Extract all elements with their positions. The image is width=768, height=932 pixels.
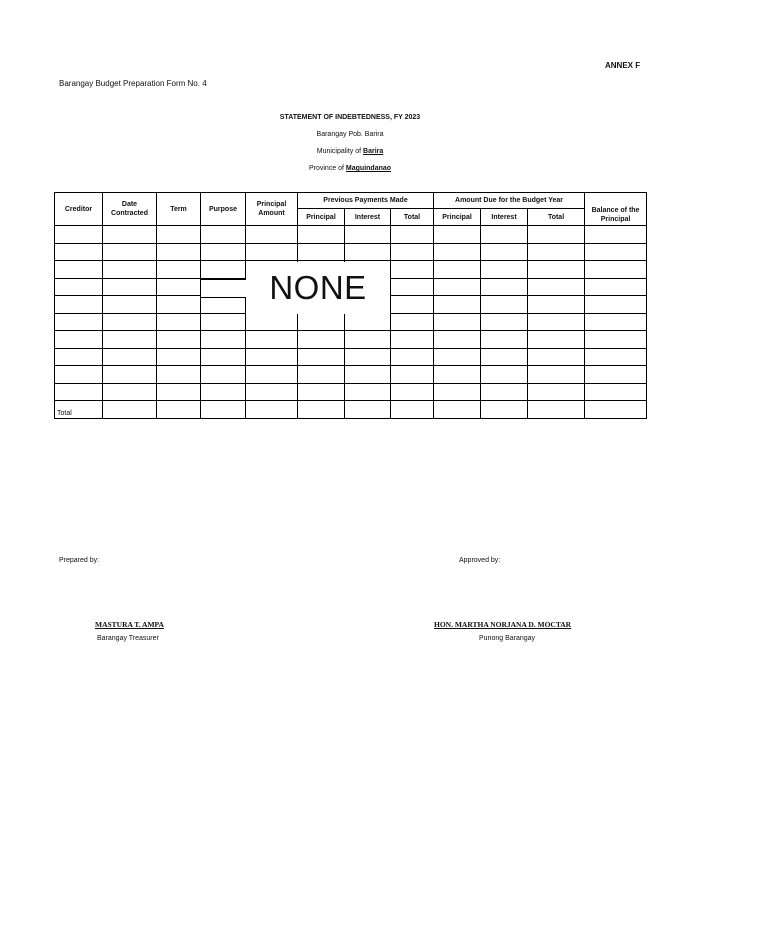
table-cell [201,383,246,401]
document-title: STATEMENT OF INDEBTEDNESS, FY 2023 [279,114,421,121]
table-cell [391,261,434,279]
header-prev-interest: Interest [345,209,391,226]
table-cell [391,366,434,384]
table-cell [298,366,345,384]
table-cell [103,296,157,314]
table-cell [481,278,528,296]
table-cell [201,261,246,279]
table-cell [55,243,103,261]
total-cell [157,401,201,419]
table-cell [481,261,528,279]
table-cell [157,313,201,331]
total-cell [528,401,585,419]
table-cell [345,366,391,384]
total-cell [391,401,434,419]
table-cell [528,226,585,244]
table-cell [103,243,157,261]
table-cell [391,278,434,296]
table-cell [157,296,201,314]
total-row [55,401,647,419]
table-cell [481,226,528,244]
table-cell [55,313,103,331]
table-cell [481,331,528,349]
total-cell [481,401,528,419]
none-stamp: NONE [246,262,390,314]
table-cell [298,348,345,366]
total-cell [298,401,345,419]
prepared-by-label: Prepared by: [59,557,100,564]
municipality-line [54,148,646,155]
table-cell [201,348,246,366]
table-cell [157,331,201,349]
table-cell [391,348,434,366]
total-cell [201,401,246,419]
table-cell [103,313,157,331]
table-cell [298,226,345,244]
table-cell [157,261,201,279]
table-cell [201,313,246,331]
table-cell [298,383,345,401]
table-cell [103,278,157,296]
table-row [55,243,647,261]
table-cell [345,348,391,366]
header-previous-payments: Previous Payments Made [298,193,434,209]
table-cell [157,348,201,366]
table-cell [528,366,585,384]
table-row [55,366,647,384]
municipality-prefix: Municipality of [316,148,364,155]
total-cell [246,401,298,419]
approved-by-label: Approved by: [459,557,501,564]
barangay-line: Barangay Pob. Barira [316,131,384,138]
table-cell [201,226,246,244]
table-cell [246,383,298,401]
table-cell [585,383,647,401]
header-prev-total: Total [391,209,434,226]
table-cell [103,348,157,366]
table-cell [55,366,103,384]
table-cell [298,313,345,331]
table-cell [481,313,528,331]
header-balance: Balance of the Principal [585,193,647,226]
table-cell [55,278,103,296]
table-cell [528,243,585,261]
table-cell [157,366,201,384]
treasurer-role: Barangay Treasurer [97,635,159,642]
table-cell [201,243,246,261]
table-cell [55,226,103,244]
table-cell [201,296,246,314]
table-cell [246,226,298,244]
table-cell [481,296,528,314]
table-cell [55,296,103,314]
header-purpose: Purpose [201,193,246,226]
table-cell [391,331,434,349]
table-cell [345,331,391,349]
total-cell [434,401,481,419]
table-row [55,383,647,401]
table-cell [434,243,481,261]
table-cell [246,348,298,366]
header-creditor: Creditor [55,193,103,226]
table-cell [201,366,246,384]
table-cell [345,313,391,331]
table-cell [434,296,481,314]
table-cell [157,226,201,244]
table-cell [103,261,157,279]
table-cell [103,226,157,244]
table-cell [391,226,434,244]
table-cell [157,243,201,261]
header-due-interest: Interest [481,209,528,226]
table-cell [528,348,585,366]
table-cell [585,296,647,314]
table-row [55,226,647,244]
table-cell [585,348,647,366]
total-label: Total [55,401,103,419]
table-cell [528,313,585,331]
table-cell [55,331,103,349]
table-row [55,348,647,366]
captain-role: Punong Barangay [479,635,536,642]
table-row [55,331,647,349]
header-due-total: Total [528,209,585,226]
table-cell [246,313,298,331]
header-amount-due: Amount Due for the Budget Year [434,193,585,209]
table-cell [201,331,246,349]
province-line [54,165,646,172]
total-cell [585,401,647,419]
header-term: Term [157,193,201,226]
captain-name: HON. MARTHA NORJANA D. MOCTAR [434,620,572,629]
table-cell [434,226,481,244]
form-number: Barangay Budget Preparation Form No. 4 [59,79,207,88]
table-cell [481,383,528,401]
municipality-name: Barira [363,148,384,155]
table-cell [345,226,391,244]
annex-label: ANNEX F [605,61,641,70]
table-cell [391,383,434,401]
table-cell [55,261,103,279]
table-cell [55,348,103,366]
table-cell [345,383,391,401]
total-cell [103,401,157,419]
table-cell [528,331,585,349]
table-cell [103,331,157,349]
table-cell [298,243,345,261]
total-cell [345,401,391,419]
table-cell [434,383,481,401]
table-cell [481,366,528,384]
table-cell [391,243,434,261]
table-cell [298,331,345,349]
header-date-contracted: Date Contracted [103,193,157,226]
table-cell [481,348,528,366]
table-cell [585,243,647,261]
table-cell [434,366,481,384]
province-name: Maguindanao [345,165,392,172]
table-cell [585,278,647,296]
table-cell [157,383,201,401]
table-cell [585,261,647,279]
header-prev-principal: Principal [298,209,345,226]
table-cell [585,313,647,331]
table-cell [434,261,481,279]
table-cell [434,278,481,296]
table-cell [345,243,391,261]
table-cell [246,243,298,261]
table-cell [157,278,201,296]
table-row [55,313,647,331]
header-due-principal: Principal [434,209,481,226]
table-cell [434,348,481,366]
header-principal-amount: Principal Amount [246,193,298,226]
table-cell [391,296,434,314]
table-cell [528,278,585,296]
stamp-notch [201,279,247,298]
table-cell [528,261,585,279]
table-cell [585,226,647,244]
province-prefix: Province of [308,165,346,172]
table-cell [103,383,157,401]
table-cell [434,313,481,331]
table-cell [391,313,434,331]
table-cell [55,383,103,401]
table-cell [103,366,157,384]
table-cell [246,366,298,384]
table-cell [585,331,647,349]
table-cell [585,366,647,384]
table-cell [246,331,298,349]
table-cell [434,331,481,349]
treasurer-name: MASTURA T. AMPA [95,620,164,629]
table-cell [528,383,585,401]
table-cell [528,296,585,314]
table-cell [481,243,528,261]
